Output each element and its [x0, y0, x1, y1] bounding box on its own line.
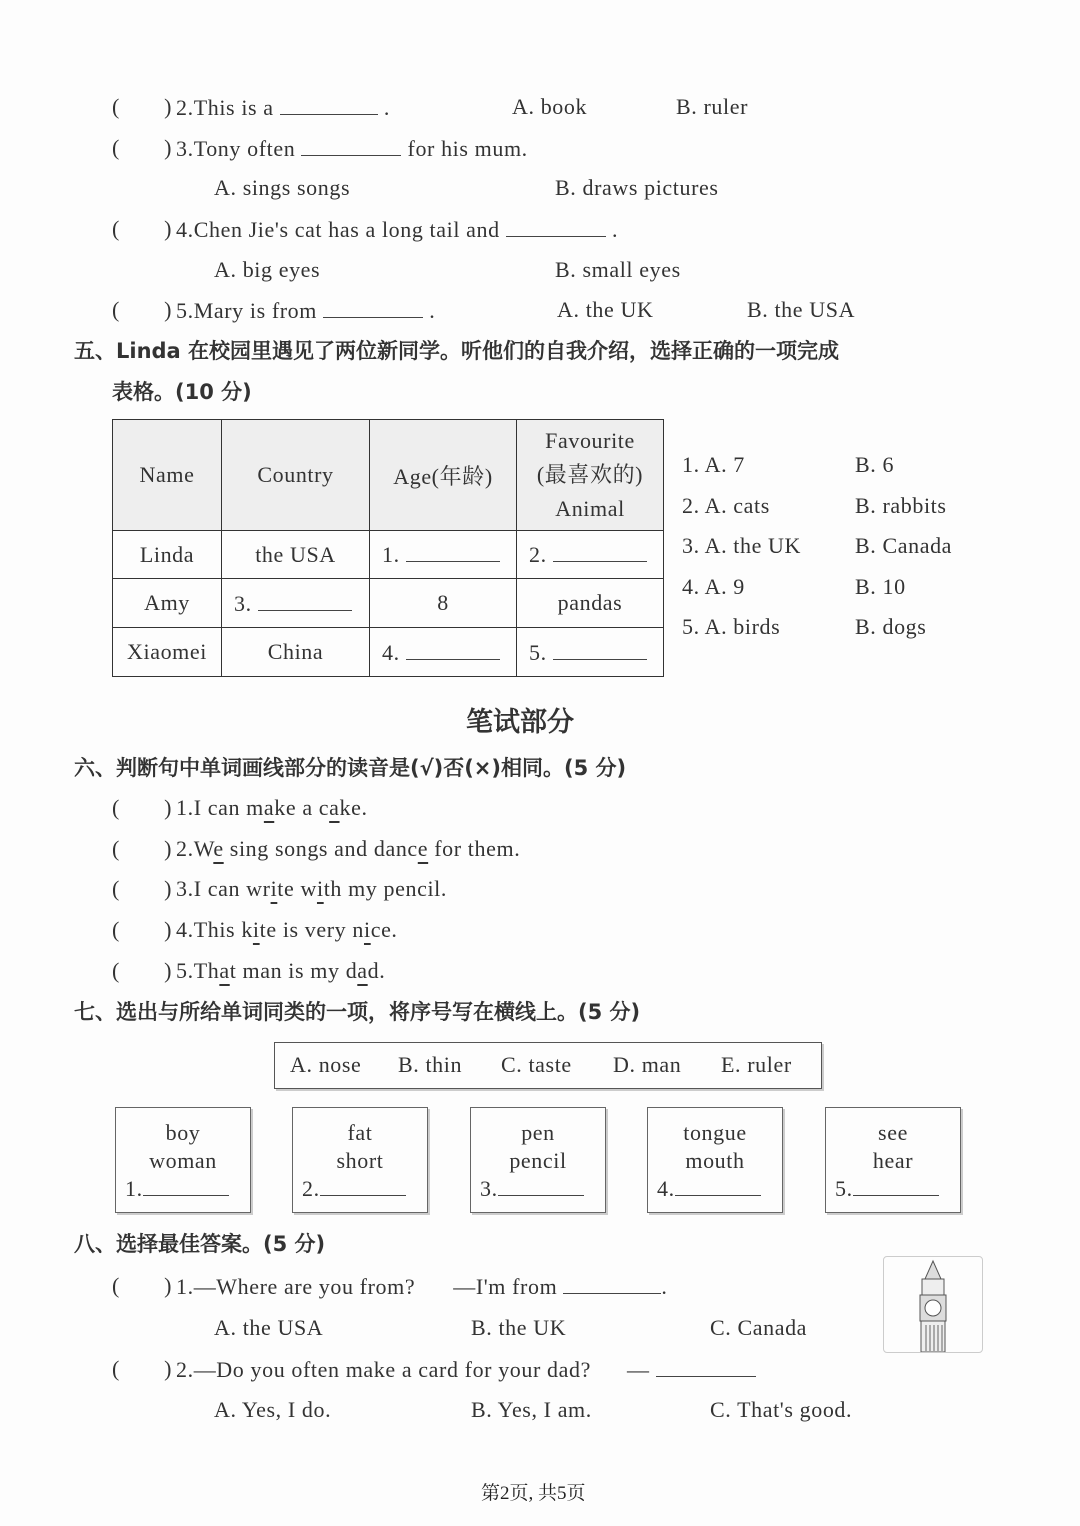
option-b: B. 6	[855, 452, 895, 477]
answer-blank[interactable]	[301, 135, 401, 156]
option-b: B. the USA	[747, 297, 856, 322]
answer-blank[interactable]	[553, 541, 647, 562]
q-end: for his mum.	[407, 136, 528, 161]
answer-blank[interactable]	[553, 639, 647, 660]
option-b: B. 10	[855, 573, 906, 599]
word: short	[336, 1148, 384, 1173]
option-b: B. ruler	[676, 94, 749, 119]
answer-blank[interactable]	[498, 1175, 584, 1196]
sentence	[176, 876, 447, 902]
word: boy	[165, 1120, 201, 1145]
q-num: 1.	[176, 1274, 194, 1299]
a-text: —	[626, 1357, 650, 1382]
table-cell	[222, 531, 370, 579]
table-cell	[370, 579, 517, 628]
table-cell	[222, 579, 370, 628]
blank-num: 5.	[529, 639, 547, 665]
sentence-text: I can wr	[193, 876, 271, 902]
answer-blank[interactable]	[280, 94, 378, 115]
word: pencil	[509, 1148, 567, 1173]
answer-row	[648, 1175, 782, 1203]
written-part-title: 笔试部分	[466, 707, 574, 738]
answer-blank[interactable]	[320, 1175, 406, 1196]
table-cell	[113, 579, 222, 628]
q-num: 4.	[176, 917, 194, 943]
word: mouth	[685, 1148, 745, 1173]
table-row	[113, 628, 664, 677]
answer-bracket[interactable]	[112, 1356, 172, 1382]
table-cell	[370, 628, 517, 677]
word: see	[878, 1120, 908, 1145]
option-b: B. dogs	[855, 614, 927, 639]
answer-blank[interactable]	[506, 216, 606, 237]
option-a: A. the UK	[557, 297, 654, 322]
sentence-text: for them.	[428, 835, 521, 861]
q-end: .	[611, 217, 619, 242]
table-cell	[113, 628, 222, 677]
sentence-text: th my pencil.	[323, 876, 447, 902]
blank-num: 3.	[480, 1176, 498, 1201]
option-a: 3. A. the UK	[682, 533, 802, 558]
question-line	[176, 135, 528, 162]
q-text: Tony often	[193, 136, 296, 161]
cell-text: the USA	[255, 541, 336, 567]
word-group-box	[115, 1107, 251, 1213]
answer-bracket[interactable]	[112, 795, 172, 821]
table-cell	[517, 628, 664, 677]
section-8-title: 八、选择最佳答案。(5 分)	[74, 1232, 326, 1256]
sentence	[176, 958, 385, 984]
table-cell	[113, 531, 222, 579]
sentence	[176, 795, 368, 821]
word-option: C. taste	[501, 1052, 572, 1077]
word-option: D. man	[613, 1052, 682, 1077]
q1-option-c: C. Canada	[710, 1315, 808, 1340]
table-cell	[370, 531, 517, 579]
q-text: Chen Jie's cat has a long tail and	[193, 217, 500, 242]
cell-text: pandas	[557, 590, 623, 615]
answer-row	[116, 1175, 250, 1203]
question-line	[176, 297, 435, 324]
q-num: 4.	[176, 217, 194, 242]
sentence-text: Th	[193, 957, 220, 983]
underlined-letters: a	[357, 957, 368, 983]
blank-num: 2.	[529, 542, 547, 567]
option-b: B. draws pictures	[555, 175, 719, 200]
page-footer: 第2页, 共5页	[481, 1483, 586, 1504]
underlined-letters: a	[219, 957, 230, 983]
q-text: Mary is from	[193, 298, 317, 323]
q-num: 5.	[176, 298, 194, 323]
sentence-text: sing songs and danc	[223, 835, 418, 861]
blank-num: 1.	[382, 542, 400, 567]
header-text: Animal	[555, 496, 625, 521]
q-end: .	[429, 298, 436, 323]
sentence-text: I can m	[193, 795, 264, 820]
answer-bracket[interactable]	[112, 216, 172, 242]
header-text: (最喜欢的)	[536, 462, 644, 487]
underlined-letters: a	[329, 795, 340, 820]
sentence-text: te is very n	[259, 917, 364, 943]
word-option: E. ruler	[721, 1052, 792, 1077]
q-num: 2.	[176, 95, 194, 120]
answer-row	[293, 1175, 427, 1203]
sentence-text: This k	[193, 917, 253, 943]
blank-num: 4.	[657, 1176, 675, 1201]
answer-bracket[interactable]	[112, 836, 172, 862]
answer-bracket[interactable]	[112, 135, 172, 161]
option-a: 1. A. 7	[682, 452, 745, 477]
blank-num: 1.	[125, 1176, 143, 1201]
q-num: 3.	[176, 136, 194, 161]
question-line	[176, 94, 390, 121]
option-b: B. small eyes	[555, 257, 681, 282]
word: pen	[521, 1120, 555, 1145]
word-option: B. thin	[398, 1052, 463, 1077]
word-group-box	[825, 1107, 961, 1213]
underlined-letters: i	[270, 876, 278, 902]
answer-blank[interactable]	[258, 590, 352, 611]
option-a: A. sings songs	[214, 175, 351, 200]
sentence-text: t man is my d	[229, 957, 358, 983]
word: hear	[872, 1148, 914, 1173]
word-group-box	[292, 1107, 428, 1213]
cell-text: Linda	[139, 541, 195, 567]
table-cell	[517, 531, 664, 579]
underlined-letters: i	[316, 876, 324, 902]
sentence-text: te w	[277, 876, 317, 902]
q-text: —Where are you from?	[193, 1274, 416, 1299]
answer-bracket[interactable]	[112, 94, 172, 120]
q-num: 2.	[176, 1357, 194, 1382]
answer-blank[interactable]	[406, 639, 500, 660]
answer-blank[interactable]	[143, 1175, 229, 1196]
header-animal	[517, 420, 664, 531]
cell-text: Amy	[144, 590, 190, 615]
blank-num: 4.	[382, 639, 400, 665]
q-num: 5.	[176, 957, 194, 983]
word-group-box	[470, 1107, 606, 1213]
header-country: Country	[222, 420, 370, 531]
blank-num: 5.	[835, 1176, 853, 1201]
header-age: Age(年龄)	[370, 420, 517, 531]
q2-option-c: C. That's good.	[710, 1397, 853, 1422]
section-5-title: 五、Linda 在校园里遇见了两位新同学。听他们的自我介绍，选择正确的一项完成	[74, 339, 840, 363]
table-cell	[517, 579, 664, 628]
q-end: .	[661, 1274, 668, 1299]
option-b: B. Canada	[855, 533, 953, 558]
option-b: B. rabbits	[855, 492, 947, 518]
q-num: 1.	[176, 795, 194, 820]
answer-blank[interactable]	[323, 297, 423, 318]
q-num: 3.	[176, 876, 194, 902]
header-name: Name	[113, 420, 222, 531]
cell-text: 8	[437, 590, 449, 615]
sentence	[176, 917, 398, 943]
question-1	[176, 1273, 668, 1300]
sentence	[176, 836, 520, 862]
info-table	[112, 419, 664, 677]
underlined-letters: i	[363, 917, 371, 943]
answer-blank[interactable]	[406, 541, 500, 562]
word: fat	[347, 1120, 373, 1145]
header-text: Favourite	[545, 428, 635, 453]
section-5-title-cont: 表格。(10 分)	[112, 380, 252, 404]
answer-bracket[interactable]	[112, 297, 172, 323]
sentence-text: ke a c	[274, 795, 330, 820]
table-cell	[222, 628, 370, 677]
option-a: A. book	[512, 94, 588, 119]
question-2	[176, 1356, 756, 1383]
underlined-letters: a	[263, 795, 275, 820]
blank-num: 3.	[234, 590, 252, 616]
answer-bracket[interactable]	[112, 917, 172, 943]
q1-option-b: B. the UK	[471, 1315, 567, 1340]
underlined-letters: i	[252, 917, 260, 943]
word: woman	[149, 1148, 217, 1173]
sentence-text: ce.	[370, 917, 398, 943]
answer-row	[471, 1175, 605, 1203]
underlined-letters: e	[213, 835, 224, 861]
answer-blank[interactable]	[563, 1273, 661, 1294]
answer-blank[interactable]	[853, 1175, 939, 1196]
word-group-box	[647, 1107, 783, 1213]
option-a: 2. A. cats	[682, 492, 770, 518]
sentence-text: d.	[367, 957, 386, 983]
cell-text: Xiaomei	[127, 639, 207, 664]
table-row	[113, 531, 664, 579]
big-ben-icon	[884, 1257, 982, 1352]
a-text: —I'm from	[453, 1274, 558, 1299]
q-end: .	[383, 95, 390, 120]
section-6-title: 六、判断句中单词画线部分的读音是(√)否(×)相同。(5 分)	[74, 756, 627, 780]
answer-bracket[interactable]	[112, 1273, 172, 1299]
q1-option-a: A. the USA	[214, 1315, 324, 1340]
cell-text: China	[267, 639, 324, 664]
word: tongue	[683, 1120, 747, 1145]
answer-bracket[interactable]	[112, 958, 172, 984]
answer-row	[826, 1175, 960, 1203]
option-a: 4. A. 9	[682, 573, 745, 599]
blank-num: 2.	[302, 1176, 320, 1201]
underlined-letters: e	[417, 835, 429, 861]
section-7-title: 七、选出与所给单词同类的一项，将序号写在横线上。(5 分)	[74, 1000, 641, 1024]
option-a: 5. A. birds	[682, 614, 781, 639]
answer-blank[interactable]	[656, 1356, 756, 1377]
q2-option-a: A. Yes, I do.	[214, 1397, 332, 1422]
answer-blank[interactable]	[675, 1175, 761, 1196]
word-option: A. nose	[290, 1052, 362, 1077]
q-text: This is a	[193, 95, 274, 120]
q2-option-b: B. Yes, I am.	[471, 1397, 592, 1422]
big-ben-picture	[883, 1256, 983, 1353]
option-a: A. big eyes	[214, 257, 321, 282]
q-num: 2.	[176, 835, 194, 861]
answer-bracket[interactable]	[112, 876, 172, 902]
question-line	[176, 216, 618, 243]
sentence-text: ke.	[339, 795, 368, 820]
table-row	[113, 579, 664, 628]
q-text: —Do you often make a card for your dad?	[193, 1357, 591, 1382]
sentence-text: W	[193, 835, 214, 861]
